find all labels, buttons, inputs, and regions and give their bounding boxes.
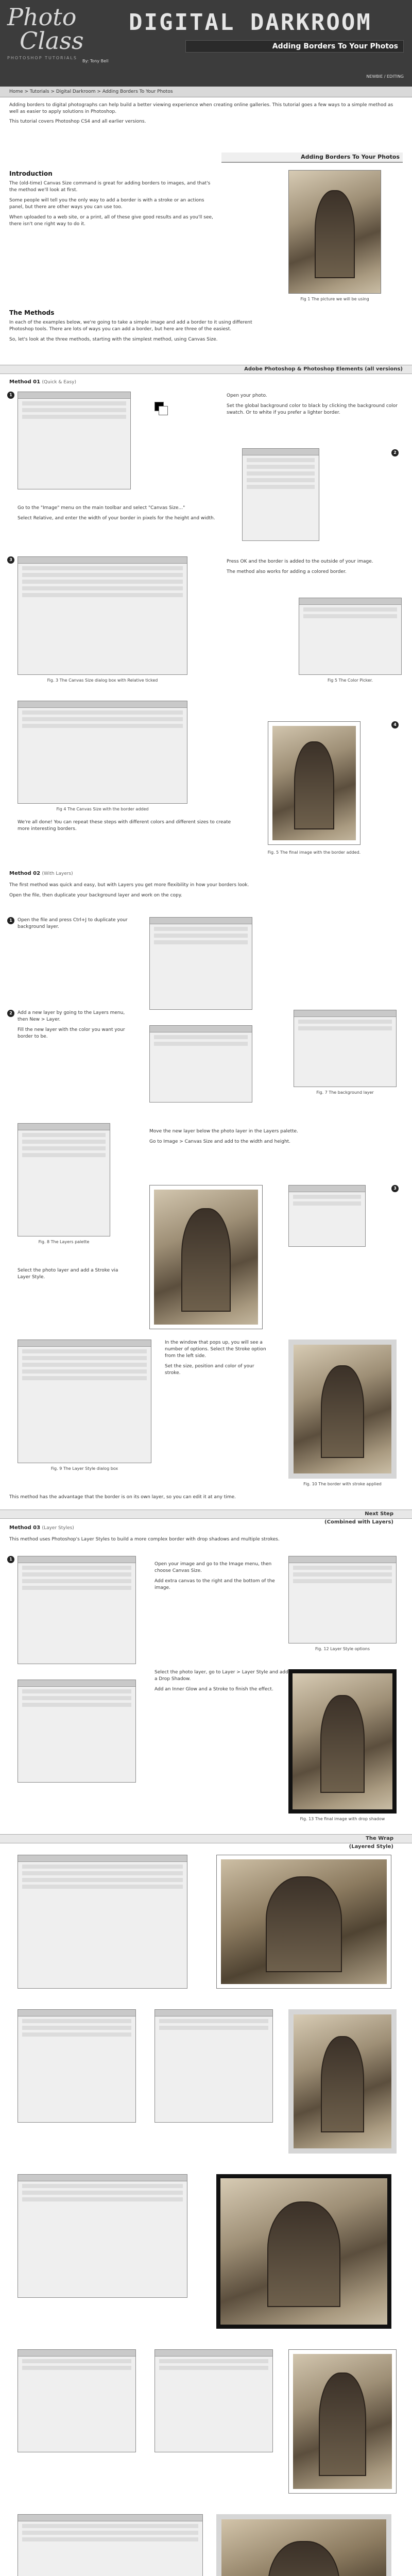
screenshot-detail-d [18,2174,187,2298]
methods-p1: In each of the examples below, we're going to take a simple image and add a border to it using different Photoshop tools. There are lots of ways you can add a border, but here are three of the easiest. [9,320,252,332]
meta-category: NEWBIE / EDITING [366,74,404,79]
m2-photo-border [149,1185,263,1329]
m3-step3-text [154,1669,288,1697]
m3-s2: Add extra canvas to the right and the bottom of the image. [154,1579,275,1590]
m2-step6-text [18,1267,131,1284]
method2-sub: (With Layers) [42,871,73,876]
m3-step1-text [154,1561,288,1595]
m1-cap3: Fig 4 The Canvas Size with the border added [56,807,149,811]
screenshot-photo-layer [288,1185,366,1247]
m3-intro-text [9,1536,401,1547]
title-banner-text: Adding Borders To Your Photos [301,154,400,160]
detail-photo-c [216,2174,391,2329]
step-3-badge: 3 [7,556,14,564]
m1-cap2: Fig 5 The Color Picker. [328,678,373,683]
logo-line2: Class [20,27,84,55]
m2-step1-text [18,917,131,934]
screenshot-detail-a [18,1855,187,1989]
summary-p1: Adding borders to digital photographs can help build a better viewing experience when creating online galleries. This tutorial goes a few ways to a simple method as well as easier to apply solutions in Photoshop. [9,103,393,114]
m2-s8: Set the size, position and color of your stroke. [165,1364,254,1376]
screenshot-detail-c [154,2009,273,2123]
intro-p1: The (old-time) Canvas Size command is great for adding borders to images, and that's the method we'll look at first. [9,181,211,193]
white-swatch[interactable] [159,406,168,415]
step-2-badge: 2 [391,449,399,456]
step-m2-2: 2 [7,1010,14,1017]
m1-s6: The method also works for adding a colored border. [227,569,347,574]
method1-title: Method 01 [9,379,41,385]
m2-bar-text [0,1510,412,1527]
m3-s4: Add an Inner Glow and a Stroke to finish the effect. [154,1687,273,1692]
m2-s3: Fill the new layer with the color you want your border to be. [18,1027,125,1039]
intro-text [9,180,215,231]
m3-cap2: Fig. 13 The final image with drop shadow [300,1817,385,1821]
m3-bar-text [0,1835,412,1851]
m1-final-photo [268,721,360,845]
m1-s1: Open your photo. [227,393,267,398]
m1-s5: Press OK and the border is added to the outside of your image. [227,559,373,564]
m2-p3: This method has the advantage that the border is on its own layer, so you can edit it at any time. [9,1495,236,1500]
screenshot-layers-palette [18,1123,110,1236]
screenshot-layers-1 [149,917,252,1010]
step-4-badge: 4 [391,721,399,728]
m1-final-caption: Fig. 5 The final image with the border added. [267,850,361,855]
site-title: DIGITAL DARKROOM [129,9,372,36]
screenshot-image-menu [242,448,319,541]
screenshot-color-picker [299,598,402,675]
subtitle-bar [185,40,404,53]
screenshot-m3-menu [18,1556,136,1664]
m2-photo-stroke [288,1340,397,1479]
step-m2-1: 1 [7,917,14,924]
detail-photo-a [216,1855,391,1989]
step-1-badge: 1 [7,392,14,399]
intro-p3: When uploaded to a web site, or a print, all of these give good results and as you'll see, there isn't one right way to do it. [9,215,213,227]
m3-cap1: Fig. 12 Layer Style options [315,1647,370,1651]
m1-step3-text [18,505,224,526]
m1-s2: Set the global background color to black by clicking the background color swatch. Or to white if you prefer a lighter border. [227,403,398,415]
m2-cap1: Fig. 7 The background layer [316,1090,374,1095]
screenshot-canvas-size [18,556,187,675]
m1-s4: Select Relative, and enter the width of your border in pixels for the height and width. [18,516,215,521]
m2-s2: Add a new layer by going to the Layers menu, then New > Layer. [18,1010,125,1022]
m3-bar [0,1834,412,1850]
m1-s3: Go to the "Image" menu on the main toolbar and select "Canvas Size..." [18,505,185,511]
m2-cap2: Fig. 8 The Layers palette [38,1240,90,1244]
intro-p2: Some people will tell you the only way to add a border is with a stroke or an actions panel, but there are other ways you can use too. [9,198,204,210]
screenshot-layer-style [18,1340,151,1463]
m2-cap3: Fig. 9 The Layer Style dialog box [50,1466,118,1471]
logo[interactable] [7,5,84,77]
m2-step7-text [165,1340,268,1380]
screenshot-canvas-border [18,701,187,804]
m2-s7: In the window that pops up, you will see a number of options. Select the Stroke option from the left side. [165,1340,266,1359]
detail-photo-b [288,2009,397,2154]
m3-bar-sub: (Layered Style) [349,1844,393,1850]
methods-heading: The Methods [9,309,55,316]
method2-heading [9,871,73,876]
m2-p1: The first method was quick and easy, but with Layers you get more flexibility in how your borders look. [9,883,249,888]
intro-photo [288,170,381,294]
m3-p1: This method uses Photoshop's Layer Styles to build a more complex border with drop shadows and multiple strokes. [9,1537,280,1542]
breadcrumb-text[interactable]: Home > Tutorials > Digital Darkroom > Adding Borders To Your Photos [9,89,173,94]
screenshot-bg-layer [294,1010,397,1087]
header-meta [82,56,404,82]
methods-p2: So, let's look at the three methods, starting with the simplest method, using Canvas Size. [9,337,218,342]
detail-photo-e [216,2514,391,2576]
intro-summary [9,102,403,128]
screenshot-detail-f [154,2349,273,2452]
methods-text [9,319,256,347]
m3-bar-title: The Wrap [366,1836,393,1841]
title-banner [221,152,403,163]
m1-final-text [18,819,234,836]
screenshot-m3-canvas [288,1556,397,1643]
m3-final-photo [288,1669,397,1814]
method1-sub: (Quick & Easy) [42,380,76,385]
method1-heading [9,379,76,385]
detail-photo-d [288,2349,397,2494]
screenshot-detail-e [18,2349,136,2452]
m2-step4-text [149,1128,397,1149]
m2-outro [9,1494,401,1504]
m2-cap4: Fig. 10 The border with stroke applied [303,1482,382,1486]
summary-p2: This tutorial covers Photoshop CS4 and all earlier versions. [9,119,146,124]
m2-tip-sub: (Combined with Layers) [324,1519,393,1525]
m1-s7: We're all done! You can repeat these steps with different colors and different sizes to create more interesting borders. [18,820,231,832]
methods-bar-text: Adobe Photoshop & Photoshop Elements (all versions) [244,366,403,372]
m2-tip-heading: Next Step [365,1511,393,1517]
intro-caption: Fig 1 The picture we will be using [300,297,369,301]
m2-s6: Select the photo layer and add a Stroke via Layer Style. [18,1268,118,1280]
page-subtitle: Adding Borders To Your Photos [272,42,398,50]
breadcrumb [0,87,412,97]
method3-title: Method 03 [9,1525,41,1531]
m2-s5: Go to Image > Canvas Size and add to the width and height. [149,1139,291,1144]
methods-bar [0,365,412,374]
m3-s1: Open your image and go to the Image menu, then choose Canvas Size. [154,1562,272,1573]
method3-sub: (Layer Styles) [42,1526,74,1531]
logo-line1: Photo [7,3,77,31]
screenshot-detail-b [18,2009,136,2123]
m2-step2-text [18,1010,131,1044]
intro-heading: Introduction [9,170,53,177]
method3-heading [9,1525,74,1531]
screenshot-detail-g [18,2514,203,2576]
m2-s1: Open the file and press Ctrl+J to duplicate your background layer. [18,918,128,929]
screenshot-open-photo [18,392,131,489]
m1-cap1: Fig. 3 The Canvas Size dialog box with Relative ticked [47,678,158,683]
m2-intro-text [9,882,401,903]
m2-p2: Open the file, then duplicate your background layer and work on the copy. [9,893,182,898]
m1-step1-text [227,393,402,420]
screenshot-m3-layerstyle [18,1680,136,1783]
logo-tag: PHOTOSHOP TUTORIALS [7,56,77,60]
m1-step5-text [227,558,402,579]
method2-title: Method 02 [9,871,41,876]
meta-author: By: Tony Bell [82,59,109,63]
screenshot-new-layer [149,1025,252,1103]
m3-s3: Select the photo layer, go to Layer > Layer Style and add a Drop Shadow. [154,1670,288,1682]
step-m3-1: 1 [7,1556,14,1563]
m2-bar [0,1510,412,1525]
header [0,0,412,87]
step-m2-3: 3 [391,1185,399,1192]
m2-s4: Move the new layer below the photo layer in the Layers palette. [149,1129,298,1134]
